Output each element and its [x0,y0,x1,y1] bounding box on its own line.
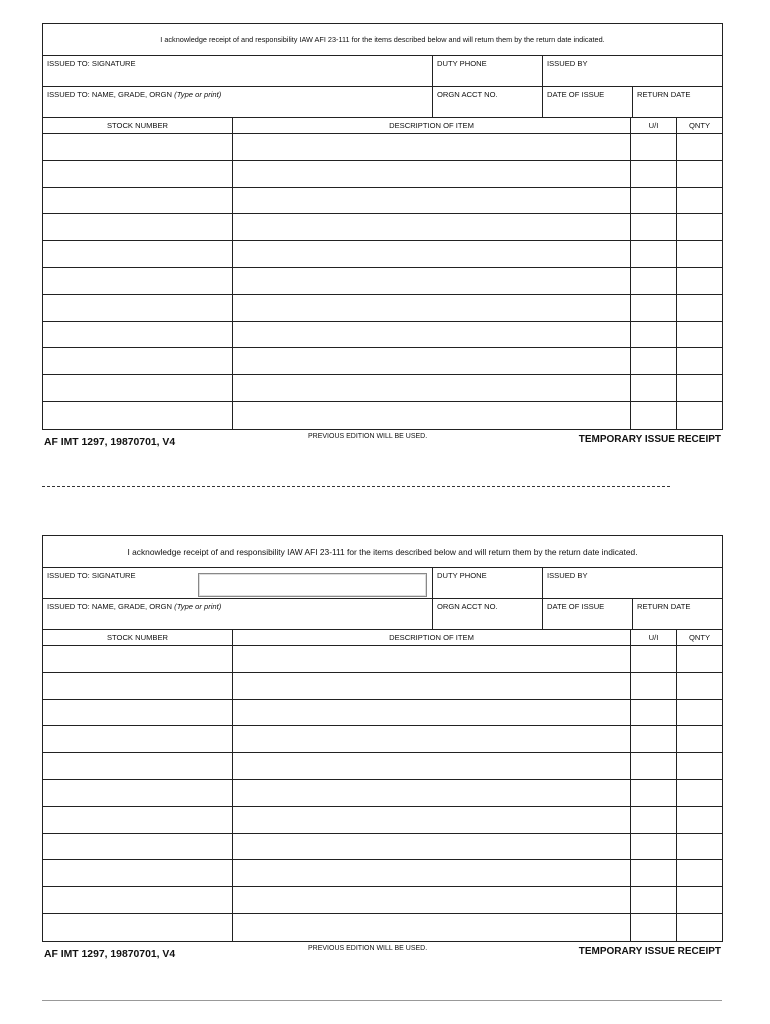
quantity-cell[interactable] [677,348,722,374]
stock-number-cell[interactable] [43,322,233,348]
unit-of-issue-cell[interactable] [631,780,677,806]
stock-number-cell[interactable] [43,161,233,187]
stock-number-cell[interactable] [43,402,233,429]
page-bottom-rule [42,1000,722,1001]
stock-number-cell[interactable] [43,268,233,294]
items-table-header [43,630,722,646]
description-cell[interactable] [233,887,631,913]
stock-number-cell[interactable] [43,887,233,913]
orgn-acct-no-label: ORGN ACCT NO. [437,602,498,611]
description-cell[interactable] [233,295,631,321]
description-cell[interactable] [233,700,631,726]
description-cell[interactable] [233,673,631,699]
acknowledgement-text: I acknowledge receipt of and responsibility IAW AFI 23-111 for the items described below and will return them by the return date indicated. [43,536,722,568]
table-row [43,780,722,807]
quantity-cell[interactable] [677,402,722,429]
table-row [43,348,722,375]
issued-to-signature-label: ISSUED TO: SIGNATURE [47,59,136,68]
issued-to-signature-label: ISSUED TO: SIGNATURE [47,571,136,580]
description-cell[interactable] [233,914,631,941]
return-date-label: RETURN DATE [637,90,691,99]
duty-phone-field[interactable] [433,568,543,598]
stock-number-cell[interactable] [43,214,233,240]
table-row [43,860,722,887]
orgn-acct-no-field[interactable] [433,599,543,629]
unit-of-issue-cell[interactable] [631,807,677,833]
quantity-cell[interactable] [677,241,722,267]
form-footer [42,942,723,964]
table-row [43,807,722,834]
unit-of-issue-cell[interactable] [631,887,677,913]
stock-number-cell[interactable] [43,780,233,806]
column-header-description: DESCRIPTION OF ITEM [233,630,631,645]
quantity-cell[interactable] [677,673,722,699]
stock-number-cell[interactable] [43,807,233,833]
quantity-cell[interactable] [677,726,722,752]
stock-number-cell[interactable] [43,295,233,321]
signature-input[interactable] [198,573,427,597]
return-date-label: RETURN DATE [637,602,691,611]
quantity-cell[interactable] [677,807,722,833]
description-cell[interactable] [233,241,631,267]
quantity-cell[interactable] [677,322,722,348]
form-box [42,23,723,430]
unit-of-issue-cell[interactable] [631,673,677,699]
description-cell[interactable] [233,134,631,160]
stock-number-cell[interactable] [43,914,233,941]
issued-to-name-label: ISSUED TO: NAME, GRADE, ORGN [47,90,173,99]
quantity-cell[interactable] [677,375,722,401]
quantity-cell[interactable] [677,860,722,886]
quantity-cell[interactable] [677,295,722,321]
table-row [43,673,722,700]
table-row [43,188,722,215]
issued-by-field[interactable] [543,56,722,86]
column-header-description: DESCRIPTION OF ITEM [233,118,631,133]
stock-number-cell[interactable] [43,834,233,860]
unit-of-issue-cell[interactable] [631,188,677,214]
description-cell[interactable] [233,188,631,214]
header-row-1 [43,568,722,599]
orgn-acct-no-label: ORGN ACCT NO. [437,90,498,99]
receipt-form-bottom [42,535,723,964]
form-box [42,535,723,942]
date-of-issue-label: DATE OF ISSUE [547,90,605,99]
issued-by-label: ISSUED BY [547,571,588,580]
stock-number-cell[interactable] [43,753,233,779]
description-cell[interactable] [233,268,631,294]
unit-of-issue-cell[interactable] [631,268,677,294]
table-row [43,753,722,780]
description-cell[interactable] [233,726,631,752]
quantity-cell[interactable] [677,134,722,160]
quantity-cell[interactable] [677,700,722,726]
stock-number-cell[interactable] [43,241,233,267]
description-cell[interactable] [233,780,631,806]
column-header-stock-number: STOCK NUMBER [43,630,233,645]
issued-to-signature-field[interactable] [43,56,433,86]
table-row [43,161,722,188]
unit-of-issue-cell[interactable] [631,295,677,321]
date-of-issue-field[interactable] [543,87,633,117]
table-row [43,914,722,941]
header-row-2 [43,87,722,118]
unit-of-issue-cell[interactable] [631,322,677,348]
receipt-title: TEMPORARY ISSUE RECEIPT [578,433,721,445]
quantity-cell[interactable] [677,834,722,860]
table-row [43,322,722,349]
description-cell[interactable] [233,807,631,833]
unit-of-issue-cell[interactable] [631,161,677,187]
description-cell[interactable] [233,161,631,187]
date-of-issue-label: DATE OF ISSUE [547,602,605,611]
unit-of-issue-cell[interactable] [631,726,677,752]
unit-of-issue-cell[interactable] [631,402,677,429]
unit-of-issue-cell[interactable] [631,646,677,672]
type-or-print-note: (Type or print) [174,90,222,99]
date-of-issue-field[interactable] [543,599,633,629]
orgn-acct-no-field[interactable] [433,87,543,117]
quantity-cell[interactable] [677,780,722,806]
issued-by-field[interactable] [543,568,722,598]
table-row [43,700,722,727]
items-table-header [43,118,722,134]
receipt-form-top [42,23,723,452]
description-cell[interactable] [233,322,631,348]
quantity-cell[interactable] [677,188,722,214]
table-row [43,402,722,429]
column-header-quantity: QNTY [688,121,711,130]
description-cell[interactable] [233,348,631,374]
stock-number-cell[interactable] [43,134,233,160]
table-row [43,726,722,753]
unit-of-issue-cell[interactable] [631,753,677,779]
quantity-cell[interactable] [677,214,722,240]
description-cell[interactable] [233,834,631,860]
duty-phone-label: DUTY PHONE [437,59,487,68]
acknowledgement-text: I acknowledge receipt of and responsibility IAW AFI 23-111 for the items described below and will return them by the return date indicated. [43,24,722,56]
stock-number-cell[interactable] [43,348,233,374]
description-cell[interactable] [233,753,631,779]
quantity-cell[interactable] [677,161,722,187]
header-row-2 [43,599,722,630]
cut-line-divider [42,486,670,487]
stock-number-cell[interactable] [43,700,233,726]
issued-by-label: ISSUED BY [547,59,588,68]
stock-number-cell[interactable] [43,646,233,672]
column-header-unit-of-issue: U/I [631,630,677,645]
table-row [43,241,722,268]
issued-to-name-label: ISSUED TO: NAME, GRADE, ORGN [47,602,173,611]
type-or-print-note: (Type or print) [174,602,222,611]
header-row-1 [43,56,722,87]
stock-number-cell[interactable] [43,375,233,401]
receipt-title: TEMPORARY ISSUE RECEIPT [578,945,721,957]
quantity-cell[interactable] [677,914,722,941]
duty-phone-field[interactable] [433,56,543,86]
unit-of-issue-cell[interactable] [631,348,677,374]
return-date-field[interactable] [633,87,722,117]
table-row [43,295,722,322]
quantity-cell[interactable] [677,887,722,913]
table-row [43,214,722,241]
stock-number-cell[interactable] [43,188,233,214]
unit-of-issue-cell[interactable] [631,834,677,860]
description-cell[interactable] [233,375,631,401]
unit-of-issue-cell[interactable] [631,214,677,240]
issued-to-name-field[interactable] [43,87,433,117]
unit-of-issue-cell[interactable] [631,375,677,401]
stock-number-cell[interactable] [43,860,233,886]
table-row [43,887,722,914]
column-header-quantity: QNTY [688,633,711,642]
description-cell[interactable] [233,860,631,886]
table-row [43,268,722,295]
unit-of-issue-cell[interactable] [631,914,677,941]
description-cell[interactable] [233,214,631,240]
quantity-cell[interactable] [677,646,722,672]
unit-of-issue-cell[interactable] [631,700,677,726]
form-id: AF IMT 1297, 19870701, V4 [44,948,176,960]
stock-number-cell[interactable] [43,726,233,752]
stock-number-cell[interactable] [43,673,233,699]
table-row [43,834,722,861]
table-row [43,134,722,161]
table-row [43,375,722,402]
description-cell[interactable] [233,402,631,429]
unit-of-issue-cell[interactable] [631,241,677,267]
items-table-body [43,134,722,429]
items-table-body [43,646,722,941]
form-id: AF IMT 1297, 19870701, V4 [44,436,176,448]
unit-of-issue-cell[interactable] [631,860,677,886]
previous-edition-note: PREVIOUS EDITION WILL BE USED. [308,432,428,440]
previous-edition-note: PREVIOUS EDITION WILL BE USED. [308,944,428,952]
description-cell[interactable] [233,646,631,672]
quantity-cell[interactable] [677,753,722,779]
unit-of-issue-cell[interactable] [631,134,677,160]
column-header-unit-of-issue: U/I [631,118,677,133]
form-footer [42,430,723,452]
issued-to-name-field[interactable] [43,599,433,629]
duty-phone-label: DUTY PHONE [437,571,487,580]
return-date-field[interactable] [633,599,722,629]
quantity-cell[interactable] [677,268,722,294]
table-row [43,646,722,673]
issued-to-signature-field [43,568,433,598]
column-header-stock-number: STOCK NUMBER [43,118,233,133]
